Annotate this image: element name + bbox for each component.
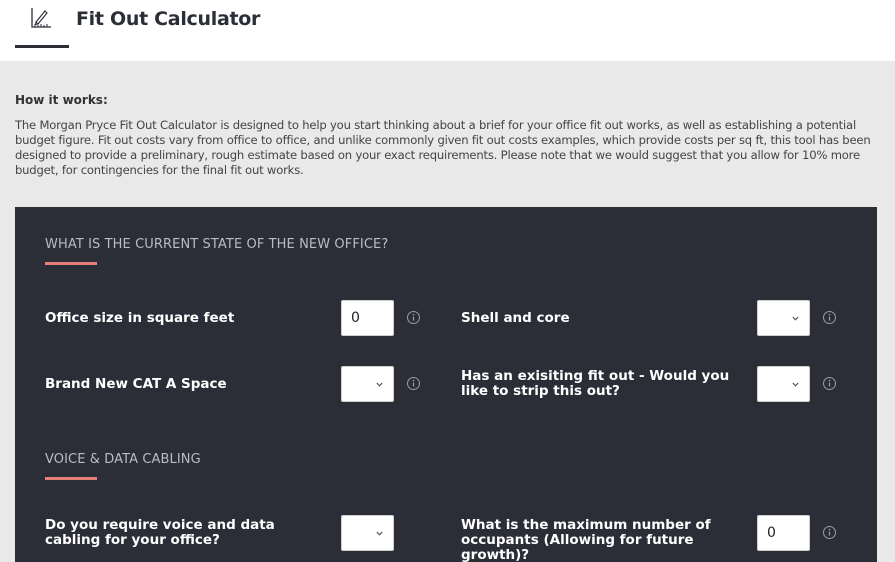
- ruler-pencil-icon: [30, 7, 52, 29]
- voice-data-cabling-select[interactable]: [341, 515, 394, 551]
- field-label-max-occupants: What is the maximum number of occupants (Allowing for future growth)?: [461, 517, 711, 562]
- field-label-voice-data-cabling: Do you require voice and data cabling for your office?: [45, 517, 275, 548]
- section-title-voice-data: VOICE & DATA CABLING: [45, 452, 201, 467]
- strip-existing-fit-out-select[interactable]: [757, 366, 810, 402]
- how-it-works-text: The Morgan Pryce Fit Out Calculator is designed to help you start thinking about a brief for your office fit out works, as well as establishing a potential budget figure. Fit out costs vary from office to office, and unlike commonly given fit out costs examples, which provide costs per sq ft, this tool has been designed to provide a preliminary, rough estimate based on your exact requirements. Please note that we would suggest that you allow for 10% more budget, for contingencies for the final fit out works.: [15, 118, 871, 177]
- info-icon[interactable]: [406, 376, 421, 391]
- field-label-office-size: Office size in square feet: [45, 310, 235, 326]
- field-label-cat-a-space: Brand New CAT A Space: [45, 376, 227, 392]
- info-icon[interactable]: [822, 525, 837, 540]
- office-size-input[interactable]: 0: [341, 300, 394, 336]
- chevron-down-icon: [376, 530, 383, 537]
- chevron-down-icon: [376, 381, 383, 388]
- top-bar: [0, 0, 895, 61]
- tab-fit-out-calculator[interactable]: [15, 0, 261, 48]
- info-icon[interactable]: [822, 376, 837, 391]
- chevron-down-icon: [792, 381, 799, 388]
- section-title-office-state: WHAT IS THE CURRENT STATE OF THE NEW OFFICE?: [45, 237, 389, 252]
- page-title: Fit Out Calculator: [76, 8, 261, 30]
- info-icon[interactable]: [822, 310, 837, 325]
- cat-a-space-select[interactable]: [341, 366, 394, 402]
- tab-active-indicator: [15, 45, 69, 48]
- calculator-panel: [15, 207, 877, 562]
- section-accent-bar: [45, 262, 97, 265]
- field-label-strip-existing-fit-out: Has an exisiting fit out - Would you like to strip this out?: [461, 368, 730, 399]
- how-it-works-heading: How it works:: [15, 93, 108, 107]
- shell-and-core-select[interactable]: [757, 300, 810, 336]
- max-occupants-input[interactable]: 0: [757, 515, 810, 551]
- section-accent-bar: [45, 477, 97, 480]
- chevron-down-icon: [792, 315, 799, 322]
- info-icon[interactable]: [406, 310, 421, 325]
- field-label-shell-and-core: Shell and core: [461, 310, 570, 326]
